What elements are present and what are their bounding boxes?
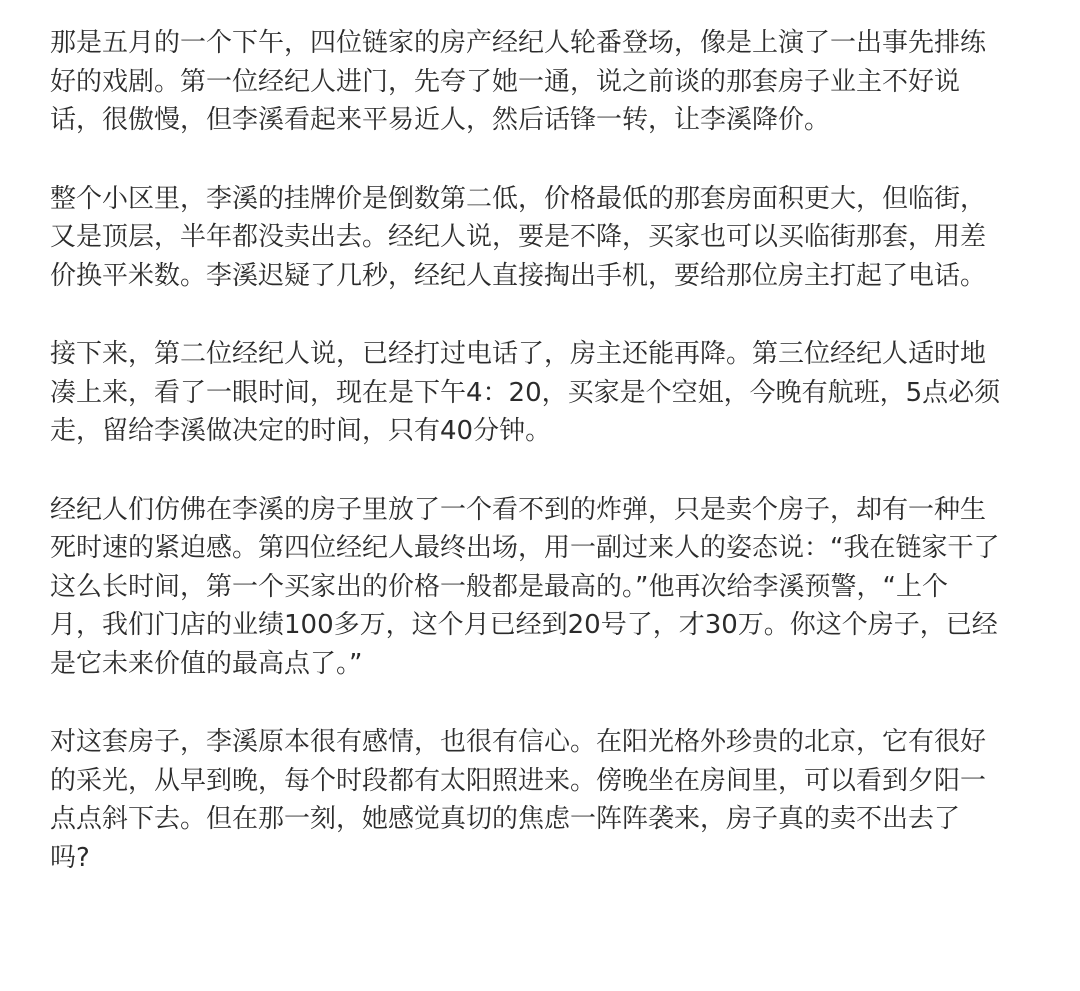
text-line: 整个小区里，李溪的挂牌价是倒数第二低，价格最低的那套房面积更大，但临街， [50, 183, 987, 214]
text-line: 经纪人们仿佛在李溪的房子里放了一个看不到的炸弹，只是卖个房子，却有一种生 [50, 494, 987, 525]
text-line: 又是顶层，半年都没卖出去。经纪人说，要是不降，买家也可以买临街那套，用差 [50, 222, 987, 252]
text-line: 对这套房子，李溪原本很有感情，也很有信心。在阳光格外珍贵的北京，它有很好 [50, 727, 987, 757]
article-body [50, 24, 1030, 917]
text-line: 走，留给李溪做决定的时间，只有40分钟。 [50, 416, 552, 446]
text-line: 接下来，第二位经纪人说，已经打过电话了，房主还能再降。第三位经纪人适时地 [50, 339, 987, 369]
text-line: 吗? [50, 842, 90, 873]
text-line: 的采光，从早到晚，每个时段都有太阳照进来。傍晚坐在房间里，可以看到夕阳一 [50, 765, 987, 796]
text-line: 价换平米数。李溪迟疑了几秒，经纪人直接掏出手机，要给那位房主打起了电话。 [50, 260, 987, 291]
paragraph-3 [50, 335, 1030, 451]
paragraph-5 [50, 723, 1030, 877]
paragraph-2 [50, 180, 1030, 296]
text-line: 话，很傲慢，但李溪看起来平易近人，然后话锋一转，让李溪降价。 [50, 105, 831, 135]
text-line: 是它未来价值的最高点了。” [50, 648, 363, 679]
text-line: 那是五月的一个下午，四位链家的房产经纪人轮番登场，像是上演了一出事先排练 [50, 28, 987, 58]
text-line: 好的戏剧。第一位经纪人进门，先夸了她一通，说之前谈的那套房子业主不好说 [50, 66, 961, 97]
text-line: 凑上来，看了一眼时间，现在是下午4：20，买家是个空姐，今晚有航班，5点必须 [50, 377, 1001, 408]
text-line: 点点斜下去。但在那一刻，她感觉真切的焦虑一阵阵袭来，房子真的卖不出去了 [50, 804, 961, 834]
text-line: 月，我们门店的业绩100多万，这个月已经到20号了，才30万。你这个房子，已经 [50, 610, 998, 640]
text-line: 这么长时间，第一个买家出的价格一般都是最高的。”他再次给李溪预警，“上个 [50, 571, 948, 602]
text-line: 死时速的紧迫感。第四位经纪人最终出场，用一副过来人的姿态说：“我在链家干了 [50, 533, 1000, 563]
paragraph-1 [50, 24, 1030, 140]
paragraph-4 [50, 491, 1030, 684]
